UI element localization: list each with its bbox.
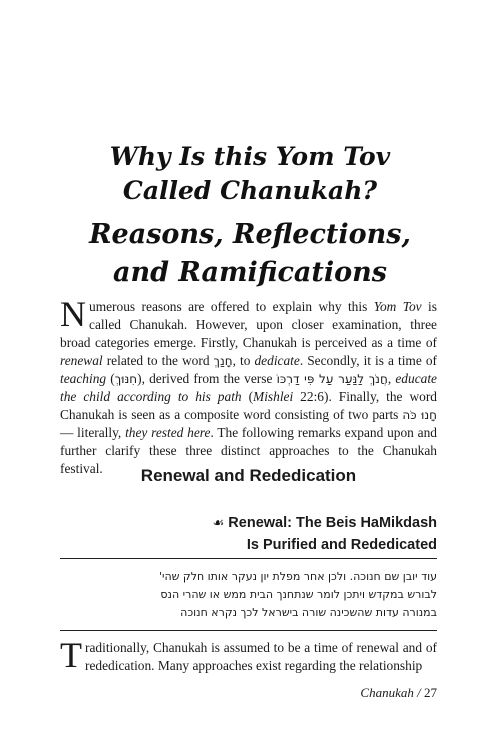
intro-text: is called Chanukah. However, upon closer examination, three broad categories emerge. Firstly, Chanukah is perceived as a time of: [60, 299, 437, 350]
fleuron-icon: ☙: [212, 515, 225, 530]
intro-italic: Yom Tov: [373, 299, 422, 314]
hebrew-term: חִנּוּךְ: [114, 372, 138, 386]
running-title: Chanukah: [360, 685, 414, 700]
subsection-heading: [213, 512, 437, 556]
intro-text: . The following remarks expand upon and further clarify these three distinct approaches to the Chanukah festival.: [60, 425, 437, 476]
chapter-title-line-4: and Ramifications: [113, 257, 387, 288]
hebrew-source-quote: [60, 558, 437, 631]
intro-text: — literally,: [60, 425, 126, 440]
intro-text: (: [241, 389, 254, 404]
intro-italic: educate the child according to his path: [60, 371, 437, 404]
intro-text: ), derived from the verse: [137, 371, 277, 386]
chapter-title-line-3: Reasons, Reflections,: [89, 219, 411, 250]
intro-text: , to: [232, 353, 255, 368]
chapter-title-line-2: Called Chanukah?: [122, 176, 378, 205]
quote-line-3: במנורה עדות שהשכינה שורה בישראל לכך נקרא חנוכה: [180, 606, 437, 619]
intro-italic: they rested here: [125, 425, 211, 440]
intro-text: ,: [387, 371, 396, 386]
subsection-line-2: Is Purified and Rededicated: [246, 537, 437, 553]
intro-text: (: [106, 371, 115, 386]
hebrew-verse: חֲנֹךְ לַנַּעַר עַל פִּי דַרְכּוֹ: [276, 372, 388, 386]
intro-text: . Secondly, it is a time of: [299, 353, 437, 368]
subsection-line-1: Renewal: The Beis HaMikdash: [228, 515, 437, 531]
footer-separator: /: [413, 685, 424, 700]
chapter-title: [60, 140, 440, 292]
intro-italic: Mishlei: [253, 389, 294, 404]
hebrew-term: חָנוּ כֹּה: [402, 408, 437, 422]
drop-cap: T: [60, 635, 82, 675]
intro-text: umerous reasons are offered to explain why this: [89, 299, 374, 314]
quote-line-2: לבורש במקדש ויתכן לומר שנתחנך הבית ממש או שהרי הנס: [160, 588, 437, 601]
intro-text: 22:6). Finally, the word Chanukah is seen as a composite word consisting of two parts: [60, 389, 437, 422]
drop-cap: N: [60, 294, 86, 334]
body-text: raditionally, Chanukah is assumed to be a time of renewal and of rededication. Many approaches exist regarding the relationship: [85, 640, 437, 673]
intro-italic: teaching: [60, 371, 107, 386]
intro-italic: renewal: [60, 353, 103, 368]
page-footer: [360, 685, 437, 701]
chapter-title-line-1: Why Is this Yom Tov: [109, 142, 391, 171]
hebrew-term: חָנַךְ: [213, 354, 233, 368]
page-number: 27: [424, 685, 437, 700]
intro-italic: dedicate: [254, 353, 300, 368]
section-heading: Renewal and Rededication: [140, 466, 357, 485]
quote-line-1: עוד יובן שם חנוכה. ולכן אחר מפלת יון נעקר אותו חלק שהי': [158, 570, 437, 583]
body-paragraph: [60, 635, 437, 675]
intro-paragraph: [60, 294, 437, 478]
intro-text: related to the word: [102, 353, 214, 368]
